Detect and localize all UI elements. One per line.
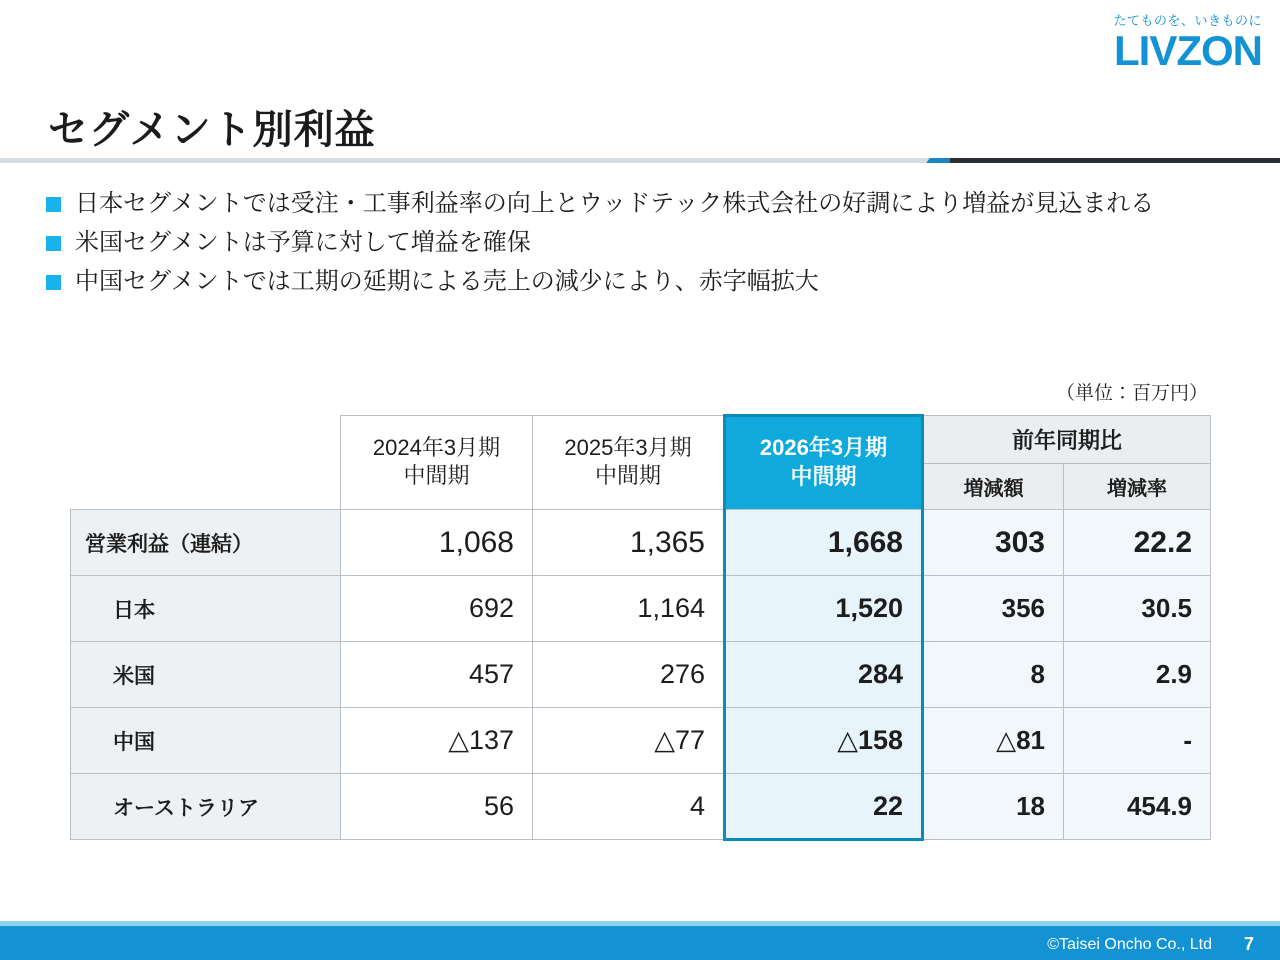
table-col-header-fy2025 <box>533 416 725 510</box>
cell-fy2026: 1,668 <box>725 510 923 576</box>
unit-note: （単位：百万円） <box>1055 383 1208 404</box>
row-label-operating-profit: 営業利益（連結） <box>71 510 341 576</box>
list-item <box>46 188 1246 219</box>
cell-fy2025: 276 <box>533 642 725 708</box>
footer-copyright: ©Taisei Oncho Co., Ltd <box>1047 936 1212 953</box>
square-bullet-icon <box>46 197 61 212</box>
col-header-line2: 中間期 <box>790 464 857 489</box>
row-label-china: 中国 <box>71 708 341 774</box>
cell-yoy-amount: 18 <box>923 774 1064 840</box>
cell-yoy-rate: 22.2 <box>1064 510 1211 576</box>
cell-yoy-amount: 303 <box>923 510 1064 576</box>
list-item <box>46 227 1246 258</box>
bullet-text: 米国セグメントは予算に対して増益を確保 <box>75 229 531 256</box>
page-title: セグメント別利益 <box>48 108 376 152</box>
table-corner-cell <box>71 416 341 510</box>
cell-fy2026: △158 <box>725 708 923 774</box>
cell-fy2025: 1,164 <box>533 576 725 642</box>
table-row <box>71 576 1211 642</box>
page-number: 7 <box>1243 934 1254 954</box>
square-bullet-icon <box>46 275 61 290</box>
table-row <box>71 642 1211 708</box>
title-divider-right <box>950 158 1280 163</box>
row-label-japan: 日本 <box>71 576 341 642</box>
brand-tagline: たてものを、いきものに <box>1113 13 1262 28</box>
cell-yoy-rate: - <box>1064 708 1211 774</box>
col-header-line1: 2026年3月期 <box>759 435 888 460</box>
bullet-list <box>46 188 1246 305</box>
table-col-header-fy2026-highlight <box>725 416 923 510</box>
cell-fy2024: 457 <box>341 642 533 708</box>
brand-logo <box>1113 10 1262 72</box>
table-col-header-fy2024 <box>341 416 533 510</box>
table-row <box>71 510 1211 576</box>
col-header-line2: 中間期 <box>403 462 470 488</box>
cell-fy2026: 22 <box>725 774 923 840</box>
cell-fy2025: △77 <box>533 708 725 774</box>
cell-fy2026: 1,520 <box>725 576 923 642</box>
cell-fy2025: 1,365 <box>533 510 725 576</box>
col-header-line1: 2025年3月期 <box>564 434 692 460</box>
row-label-usa: 米国 <box>71 642 341 708</box>
cell-fy2024: 56 <box>341 774 533 840</box>
brand-name: LIVZON <box>1114 27 1262 74</box>
table-col-header-yoy-amount: 増減額 <box>923 464 1064 510</box>
cell-fy2025: 4 <box>533 774 725 840</box>
cell-fy2024: △137 <box>341 708 533 774</box>
cell-fy2026: 284 <box>725 642 923 708</box>
cell-fy2024: 1,068 <box>341 510 533 576</box>
bullet-text: 中国セグメントでは工期の延期による売上の減少により、赤字幅拡大 <box>75 268 819 295</box>
segment-profit-table <box>70 414 1210 841</box>
square-bullet-icon <box>46 236 61 251</box>
cell-yoy-rate: 454.9 <box>1064 774 1211 840</box>
table-row <box>71 708 1211 774</box>
col-header-line2: 中間期 <box>594 462 661 488</box>
title-divider-left <box>0 158 940 163</box>
table-col-header-yoy-rate: 増減率 <box>1064 464 1211 510</box>
table-header-row-1 <box>71 416 1211 464</box>
footer-bar <box>0 926 1280 960</box>
row-label-australia: オーストラリア <box>71 774 341 840</box>
table-col-header-yoy-group: 前年同期比 <box>923 416 1211 464</box>
col-header-line1: 2024年3月期 <box>372 434 501 460</box>
title-divider <box>0 158 1280 163</box>
cell-yoy-rate: 2.9 <box>1064 642 1211 708</box>
bullet-text: 日本セグメントでは受注・工事利益率の向上とウッドテック株式会社の好調により増益が見込まれる <box>75 190 1155 217</box>
cell-yoy-amount: △81 <box>923 708 1064 774</box>
cell-yoy-rate: 30.5 <box>1064 576 1211 642</box>
list-item <box>46 266 1246 297</box>
cell-yoy-amount: 8 <box>923 642 1064 708</box>
table-row <box>71 774 1211 840</box>
cell-fy2024: 692 <box>341 576 533 642</box>
cell-yoy-amount: 356 <box>923 576 1064 642</box>
